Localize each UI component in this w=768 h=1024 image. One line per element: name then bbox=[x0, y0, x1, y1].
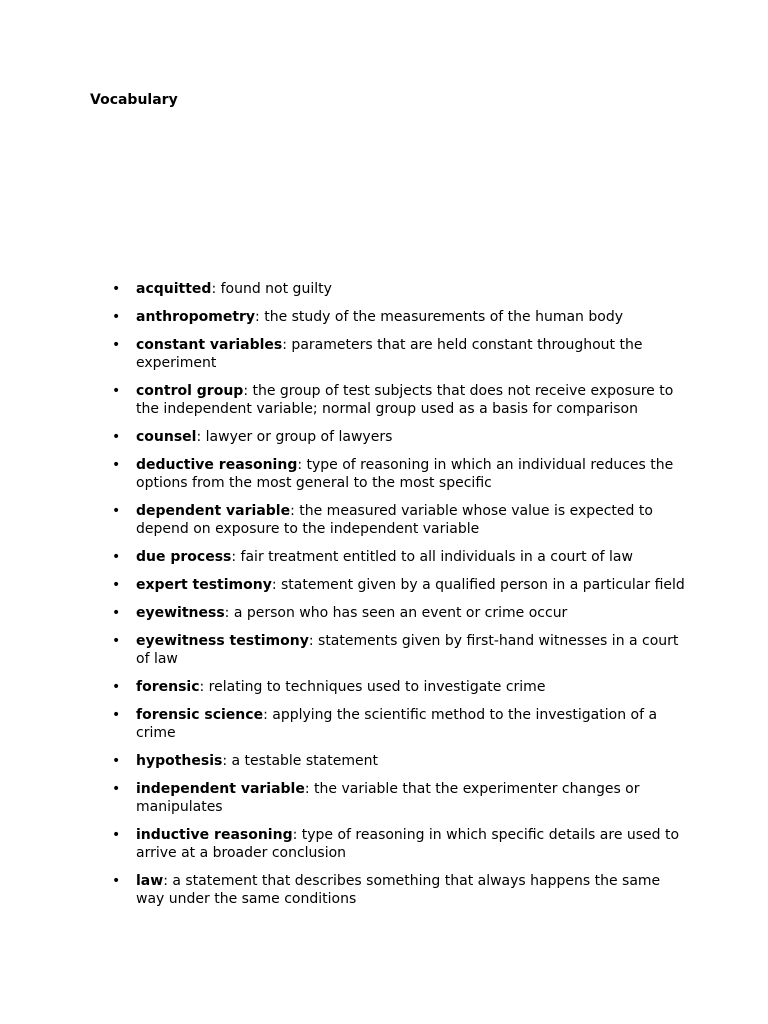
vocabulary-list bbox=[112, 280, 686, 918]
bullet-icon: • bbox=[112, 549, 121, 565]
list-item bbox=[112, 826, 686, 862]
vocab-term: expert testimony bbox=[136, 577, 272, 593]
vocab-term: anthropometry bbox=[136, 309, 256, 325]
vocab-definition: : lawyer or group of lawyers bbox=[196, 429, 393, 445]
vocab-definition: : statements given by first-hand witnesses in a court of law bbox=[136, 633, 679, 667]
vocab-term: hypothesis bbox=[136, 753, 223, 769]
vocab-definition: : a statement that describes something that always happens the same way under the same conditions bbox=[136, 873, 661, 907]
list-item bbox=[112, 604, 686, 622]
bullet-icon: • bbox=[112, 605, 121, 621]
list-item bbox=[112, 548, 686, 566]
vocab-definition: : a testable statement bbox=[222, 753, 378, 769]
vocab-term: dependent variable bbox=[136, 503, 291, 519]
bullet-icon: • bbox=[112, 827, 121, 843]
list-item bbox=[112, 456, 686, 492]
vocab-term: counsel bbox=[136, 429, 197, 445]
bullet-icon: • bbox=[112, 679, 121, 695]
vocab-term: constant variables bbox=[136, 337, 283, 353]
vocab-definition: : statement given by a qualified person in a particular field bbox=[271, 577, 685, 593]
vocab-definition: : applying the scientific method to the investigation of a crime bbox=[136, 707, 658, 741]
vocab-definition: : type of reasoning in which an individual reduces the options from the most general to the most specific bbox=[136, 457, 674, 491]
list-item bbox=[112, 678, 686, 696]
vocab-term: law bbox=[136, 873, 164, 889]
list-item bbox=[112, 706, 686, 742]
vocab-definition: : relating to techniques used to investigate crime bbox=[199, 679, 546, 695]
bullet-icon: • bbox=[112, 873, 121, 889]
vocab-term: deductive reasoning bbox=[136, 457, 298, 473]
bullet-icon: • bbox=[112, 429, 121, 445]
list-item bbox=[112, 872, 686, 908]
vocab-definition: : the measured variable whose value is expected to depend on exposure to the independent variable bbox=[136, 503, 653, 537]
list-item bbox=[112, 780, 686, 816]
list-item bbox=[112, 280, 686, 298]
bullet-icon: • bbox=[112, 281, 121, 297]
list-item bbox=[112, 752, 686, 770]
list-item bbox=[112, 428, 686, 446]
vocab-term: forensic science bbox=[136, 707, 264, 723]
bullet-icon: • bbox=[112, 781, 121, 797]
vocab-term: eyewitness testimony bbox=[136, 633, 309, 649]
list-item bbox=[112, 382, 686, 418]
vocab-term: forensic bbox=[136, 679, 200, 695]
bullet-icon: • bbox=[112, 503, 121, 519]
list-item bbox=[112, 576, 686, 594]
list-item bbox=[112, 336, 686, 372]
bullet-icon: • bbox=[112, 577, 121, 593]
bullet-icon: • bbox=[112, 309, 121, 325]
vocab-definition: : the group of test subjects that does not receive exposure to the independent variable; normal group used as a basis for comparison bbox=[136, 383, 674, 417]
bullet-icon: • bbox=[112, 337, 121, 353]
vocab-definition: : a person who has seen an event or crime occur bbox=[224, 605, 568, 621]
vocab-term: acquitted bbox=[136, 281, 212, 297]
vocab-definition: : found not guilty bbox=[211, 281, 332, 297]
vocab-term: eyewitness bbox=[136, 605, 225, 621]
bullet-icon: • bbox=[112, 633, 121, 649]
vocab-definition: : type of reasoning in which specific details are used to arrive at a broader conclusion bbox=[136, 827, 680, 861]
list-item bbox=[112, 308, 686, 326]
vocab-definition: : the study of the measurements of the human body bbox=[255, 309, 623, 325]
vocab-definition: : parameters that are held constant throughout the experiment bbox=[136, 337, 643, 371]
vocab-term: due process bbox=[136, 549, 232, 565]
bullet-icon: • bbox=[112, 457, 121, 473]
vocab-term: independent variable bbox=[136, 781, 305, 797]
bullet-icon: • bbox=[112, 383, 121, 399]
vocab-term: inductive reasoning bbox=[136, 827, 293, 843]
list-item bbox=[112, 632, 686, 668]
bullet-icon: • bbox=[112, 707, 121, 723]
vocab-term: control group bbox=[136, 383, 244, 399]
vocab-definition: : the variable that the experimenter changes or manipulates bbox=[136, 781, 640, 815]
vocab-definition: : fair treatment entitled to all individuals in a court of law bbox=[231, 549, 633, 565]
bullet-icon: • bbox=[112, 753, 121, 769]
page-title: Vocabulary bbox=[90, 92, 178, 108]
list-item bbox=[112, 502, 686, 538]
